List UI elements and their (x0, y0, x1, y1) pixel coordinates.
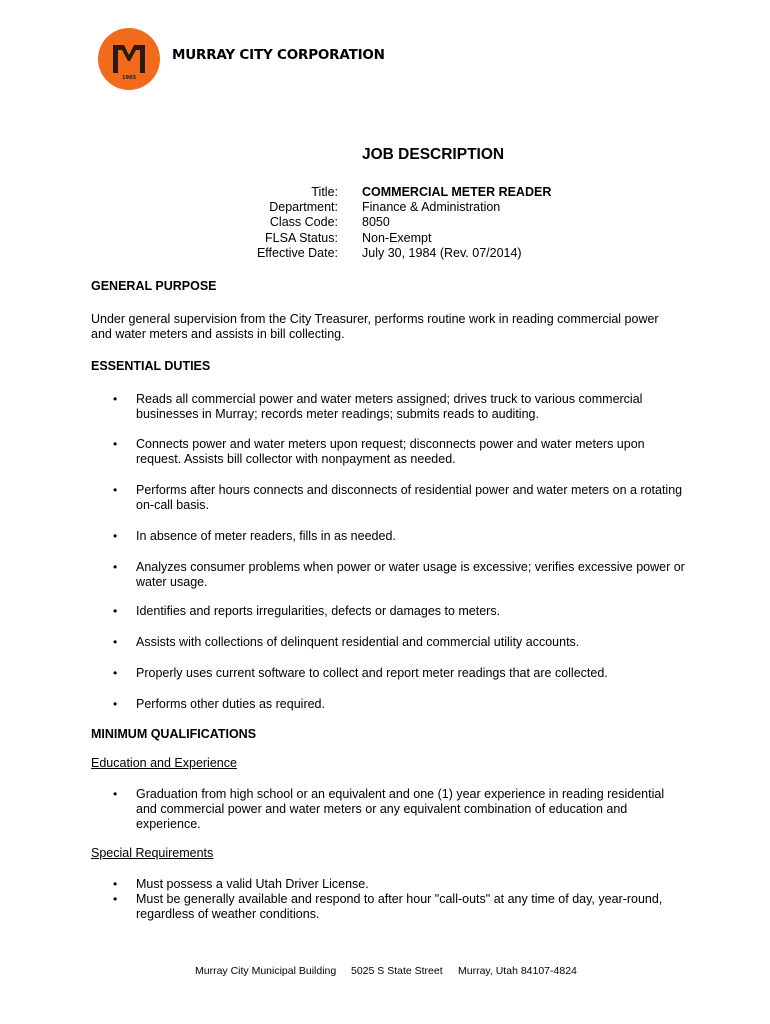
bullet-icon: • (113, 529, 118, 543)
essential-duties-heading: ESSENTIAL DUTIES (91, 359, 211, 373)
duty-item: Analyzes consumer problems when power or water usage is excessive; verifies excessive power or water usage. (136, 560, 685, 590)
minimum-qualifications-heading: MINIMUM QUALIFICATIONS (91, 727, 257, 741)
duty-item: Assists with collections of delinquent residential and commercial utility accounts. (136, 635, 580, 649)
document-title: JOB DESCRIPTION (362, 146, 505, 163)
special-requirements-subheading: Special Requirements (91, 846, 214, 860)
meta-value-class-code: 8050 (362, 215, 390, 230)
bullet-icon: • (113, 787, 118, 801)
duty-item: Performs after hours connects and disconnects of residential power and water meters on a rotating on-call basis. (136, 483, 683, 513)
special-item: Must possess a valid Utah Driver License. (136, 877, 369, 891)
bullet-icon: • (113, 892, 118, 906)
meta-label-department: Department: (269, 200, 338, 215)
bullet-icon: • (113, 483, 118, 497)
meta-label-title: Title: (311, 185, 338, 199)
bullet-icon: • (113, 560, 118, 574)
general-purpose-heading: GENERAL PURPOSE (91, 279, 217, 293)
meta-value-department: Finance & Administration (362, 200, 501, 215)
special-item: Must be generally available and respond to after hour "call-outs" at any time of day, year-round, regardless of weather conditions. (136, 892, 663, 922)
duty-item: Connects power and water meters upon request; disconnects power and water meters upon request. Assists bill collector with nonpayment as needed. (136, 437, 645, 467)
bullet-icon: • (113, 392, 118, 406)
meta-value-effective-date: July 30, 1984 (Rev. 07/2014) (362, 245, 522, 260)
bullet-icon: • (113, 877, 118, 891)
bullet-icon: • (113, 697, 118, 711)
meta-value-title: COMMERCIAL METER READER (362, 185, 552, 199)
duty-item: Properly uses current software to collect and report meter readings that are collected. (136, 666, 608, 680)
meta-value-flsa: Non-Exempt (362, 230, 432, 245)
meta-label-flsa: FLSA Status: (265, 230, 338, 245)
meta-values (362, 185, 551, 261)
duty-item: Reads all commercial power and water meters assigned; drives truck to various commercial businesses in Murray; records meter readings; submits reads to auditing. (136, 392, 643, 422)
education-subheading: Education and Experience (91, 756, 237, 770)
meta-label-effective-date: Effective Date: (256, 245, 338, 260)
duty-item: Performs other duties as required. (136, 697, 325, 711)
meta-label-class-code: Class Code: (269, 215, 338, 230)
logo-year: 1903 (122, 75, 136, 81)
general-purpose-text: Under general supervision from the City Treasurer, performs routine work in reading commercial power and water meters and assists in bill collecting. (91, 312, 659, 342)
org-name: MURRAY CITY CORPORATION (172, 47, 385, 63)
murray-city-logo-icon (98, 28, 160, 90)
bullet-icon: • (113, 635, 118, 649)
footer-building: Murray City Municipal Building (195, 965, 337, 977)
bullet-icon: • (113, 437, 118, 451)
duty-item: Identifies and reports irregularities, defects or damages to meters. (136, 604, 501, 618)
bullet-icon: • (113, 604, 118, 618)
meta-labels (257, 185, 338, 261)
education-item: Graduation from high school or an equivalent and one (1) year experience in reading residential and commercial power and water meters or any equivalent combination of education and experience. (136, 787, 665, 832)
bullet-icon: • (113, 666, 118, 680)
footer-city: Murray, Utah 84107-4824 (458, 965, 577, 977)
duty-item: In absence of meter readers, fills in as needed. (136, 529, 396, 543)
footer-street: 5025 S State Street (351, 965, 443, 977)
